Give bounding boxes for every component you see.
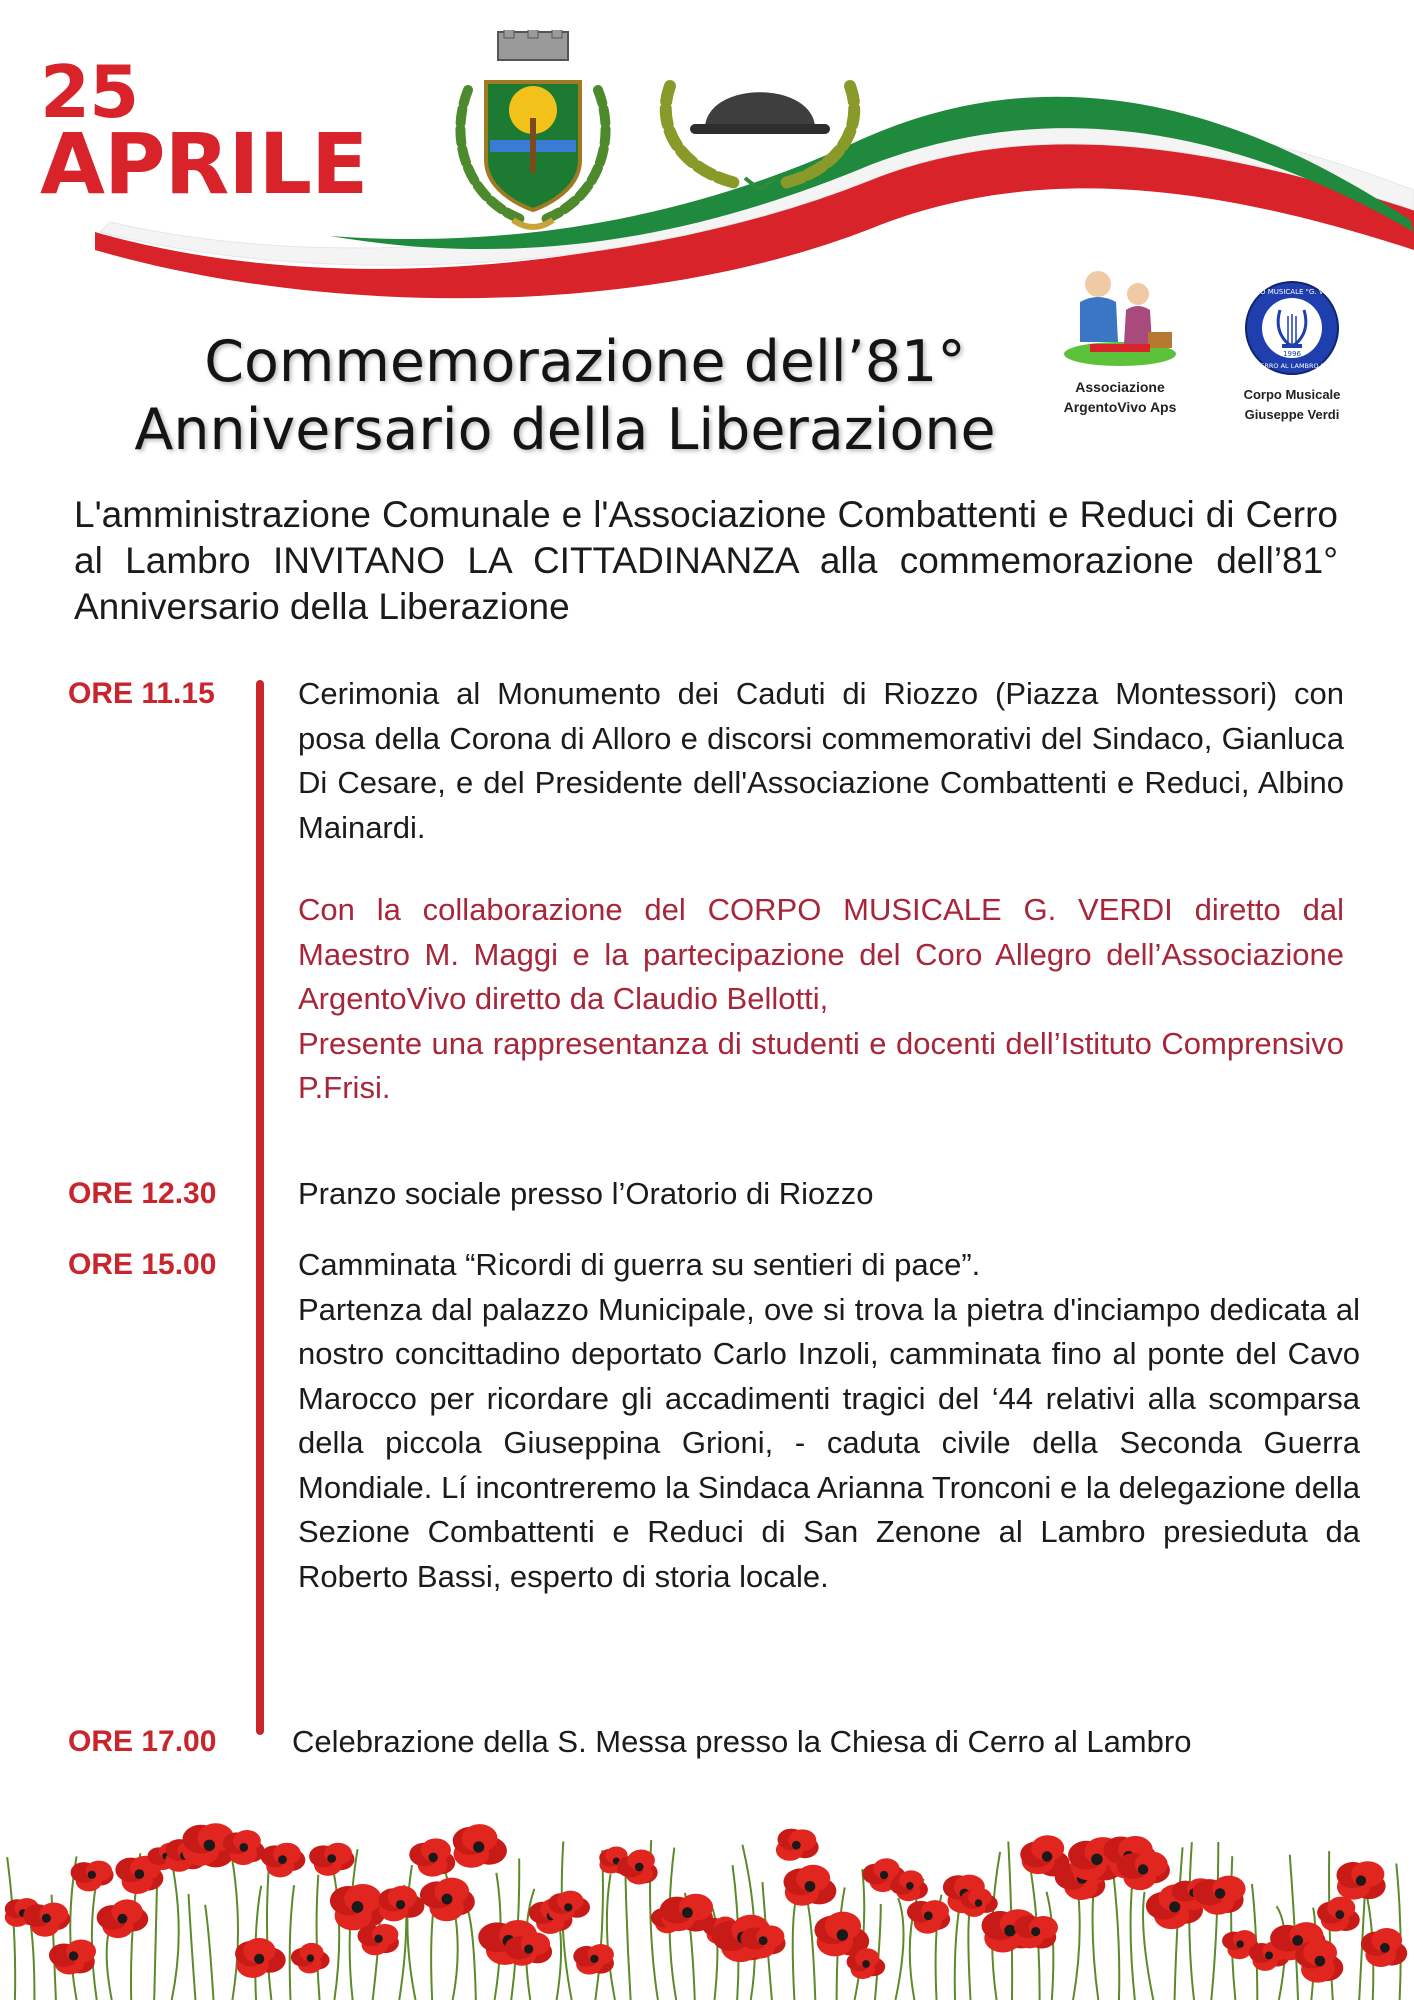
verdi-caption-line2: Giuseppe Verdi [1244, 407, 1340, 422]
poppy-stem [407, 1865, 415, 2000]
poppy-flower [1117, 1851, 1170, 1890]
argentovivo-caption-line1: Associazione [1075, 379, 1165, 395]
poppy-stem [607, 1874, 615, 2000]
poppy-stem [290, 1885, 294, 2000]
event-lunch-text: Pranzo sociale presso l’Oratorio di Riozzo [298, 1176, 874, 1211]
poppy-flower [776, 1829, 819, 1861]
poppy-flower [357, 1924, 398, 1955]
poppy-flower [814, 1912, 869, 1957]
verdi-caption-line1: Corpo Musicale [1243, 387, 1341, 402]
poppy-flower [49, 1939, 96, 1974]
helmet-laurel-wreath-icon [650, 66, 870, 196]
time-label-1115: ORE 11.15 [68, 677, 215, 710]
time-label-1230: ORE 12.30 [68, 1177, 217, 1210]
date-month: APRILE [40, 115, 368, 213]
poppy-flower [309, 1843, 354, 1876]
argentovivo-logo [1055, 262, 1185, 417]
date-day: 25 [40, 50, 139, 134]
poppy-stem [205, 1905, 213, 2000]
poppy-flower [784, 1865, 837, 1906]
poppy-stem [968, 1909, 970, 2000]
poppy-stem [171, 1856, 179, 2000]
title-line1: Commemorazione dell’81° [204, 329, 966, 395]
poppy-flower [1295, 1939, 1343, 1982]
corpo-musicale-verdi-logo [1236, 280, 1348, 425]
verdi-badge-year: 1996 [1283, 350, 1301, 358]
poppy-flower [291, 1943, 330, 1974]
poppy-flower [573, 1944, 614, 1974]
poppy-stem [595, 1850, 603, 2000]
poppy-flower [1317, 1897, 1360, 1932]
verdi-badge-top-text: CORPO MUSICALE "G. VERDI" [1244, 288, 1340, 296]
event-walk-text: Partenza dal palazzo Municipale, ove si trova la pietra d'inciampo dedicata al nostro concittadino deportato Carlo Inzoli, camminata fino al ponte del Cavo Marocco per ricordare gli accadimenti tragici del ‘44 relativi alla scomparsa della piccola Giuseppina Grioni, - caduta civile della Seconda Guerra Mondiale. Lí incontreremo la Sindaca Arianna Tronconi e la delegazione della Sezione Combattenti e Reduci di San Zenone al Lambro presieduta da Roberto Bassi, esperto di storia locale. [298, 1291, 1360, 1594]
poppy-flower [420, 1878, 475, 1922]
poppy-flower [1014, 1915, 1058, 1948]
poppy-flower [235, 1938, 286, 1978]
argentovivo-caption-line2: ArgentoVivo Aps [1063, 399, 1177, 415]
poppy-flower [261, 1843, 306, 1878]
poppy-stem [7, 1857, 15, 2000]
verdi-badge-bottom-text: CERRO AL LAMBRO MI [1255, 362, 1329, 370]
poppy-flower [548, 1891, 590, 1922]
invitation-intro: L'amministrazione Comunale e l'Associazione Combattenti e Reduci di Cerro al Lambro INVITANO LA CITTADINANZA alla commemorazione dell’81° Anniversario della Liberazione [74, 494, 1338, 627]
poppy-flower [97, 1899, 149, 1938]
event-walk [298, 1243, 1360, 1599]
poppy-flower [330, 1884, 386, 1930]
poppy-stem [1131, 1876, 1135, 2000]
timeline-bar [256, 680, 264, 1735]
event-walk-heading: Camminata “Ricordi di guerra su sentieri di pace”. [298, 1247, 981, 1282]
title-line2: Anniversario della Liberazione [134, 397, 996, 463]
poppy-stem [232, 1857, 238, 2000]
poppy-flower [1336, 1861, 1385, 1899]
poppy-stem [468, 1909, 476, 2000]
poppy-flower [23, 1903, 70, 1937]
time-label-1500: ORE 15.00 [68, 1248, 217, 1281]
poppy-stem [895, 1898, 903, 2000]
municipal-coat-of-arms-icon [448, 30, 618, 240]
elderly-couple-picnic-icon [1060, 262, 1180, 372]
poppy-stem [317, 1875, 320, 2000]
poppy-stem [92, 1874, 98, 2000]
poppy-flower [378, 1886, 424, 1922]
poppy-stem [808, 1903, 816, 2000]
event-mass-text: Celebrazione della S. Messa presso la Chiesa di Cerro al Lambro [292, 1724, 1192, 1759]
time-label-1700: ORE 17.00 [68, 1725, 217, 1758]
event-ceremony-text: Cerimonia al Monumento dei Caduti di Riozzo (Piazza Montessori) con posa della Corona di Alloro e discorsi commemorativi del Sindaco, Gianluca Di Cesare, e del Presidente dell'Associazione Combattenti e Reduci, Albino Mainardi. [298, 676, 1344, 845]
lyre-badge-icon [1244, 280, 1340, 376]
poppy-flower [453, 1824, 507, 1868]
ceremony-note-line1: Con la collaborazione del CORPO MUSICALE G. VERDI diretto dal Maestro M. Maggi e la partecipazione del Coro Allegro dell’Associazione ArgentoVivo diretto da Claudio Bellotti, [298, 892, 1344, 1016]
poppy-stem [1211, 1842, 1218, 2000]
event-ceremony-note [298, 888, 1344, 1111]
poppy-stem [793, 1903, 795, 2000]
ceremony-note-line2: Presente una rappresentanza di studenti e docenti dell’Istituto Comprensivo P.Frisi. [298, 1025, 1344, 1105]
poppy-flower [409, 1838, 455, 1876]
page-title [70, 328, 1060, 464]
poppy-stem [189, 1894, 196, 2000]
poppy-flower [907, 1900, 950, 1934]
poppy-field-decoration [0, 1800, 1414, 2000]
poppy-flower [71, 1861, 114, 1892]
